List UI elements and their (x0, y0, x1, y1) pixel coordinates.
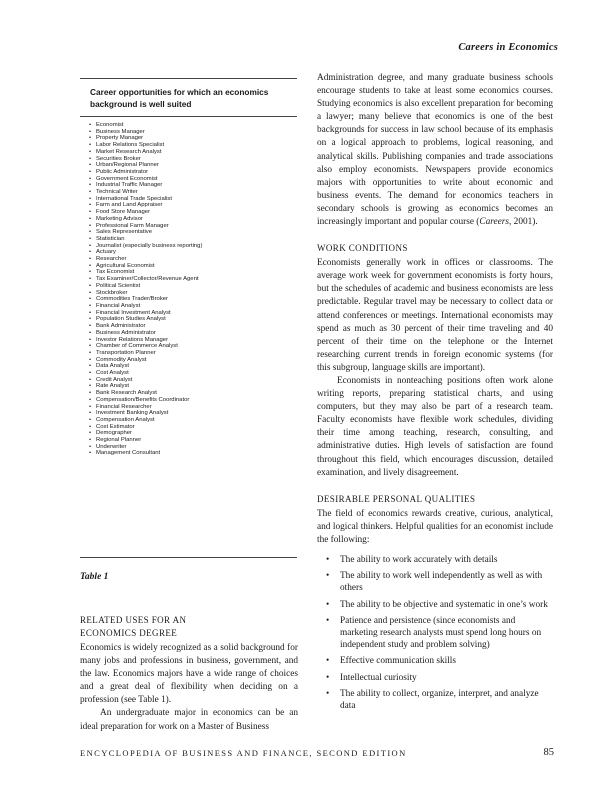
occupation-item: • Compensation/Benefits Coordinator (89, 397, 297, 404)
section-heading-related-uses (80, 614, 298, 640)
paragraph: Economics is widely recognized as a solid background for many jobs and professions in business, government, and the law. Economics majors have a wide range of choices and a great deal of flexibility when deciding on a profession (see Table 1). (80, 643, 298, 706)
quality-item: • The ability to collect, organize, interpret, and analyze data (317, 688, 553, 712)
occupation-item: • Commodity Analyst (89, 357, 297, 364)
citation: Careers (479, 217, 510, 228)
occupation-item: • Financial Investment Analyst (89, 310, 297, 317)
career-table (80, 78, 297, 558)
occupation-item: • Economist (89, 122, 297, 129)
quality-item: • Patience and persistence (since economists and marketing research analysts must spend long hours on independent study and problem solving) (317, 615, 553, 652)
occupation-item: • Rate Analyst (89, 383, 297, 390)
occupation-item: • Actuary (89, 249, 297, 256)
occupation-item: • Agricultural Economist (89, 263, 297, 270)
occupation-item: • Labor Relations Specialist (89, 142, 297, 149)
occupation-item: • Journalist (especially business reporting) (89, 243, 297, 250)
section-heading-work-conditions: WORK CONDITIONS (317, 243, 408, 254)
occupation-item: • Bank Administrator (89, 323, 297, 330)
occupation-item: • Public Administrator (89, 169, 297, 176)
occupation-item: • Financial Researcher (89, 404, 297, 411)
page-number: 85 (543, 747, 554, 758)
section-heading-personal-qualities: DESIRABLE PERSONAL QUALITIES (317, 493, 476, 504)
heading-line-2: ECONOMICS DEGREE (80, 628, 178, 638)
occupation-item: • Bank Research Analyst (89, 390, 297, 397)
occupation-item: • Researcher (89, 256, 297, 263)
paragraph: Economists in nonteaching positions often work alone writing reports, preparing statistical charts, and using computers, but they may also be part of a research team. Faculty economists have flexible work schedules, dividing their time among teaching, research, consulting, and administrative duties. High levels of satisfaction are found throughout this field, which encourages discussion, detailed examination, and lively disagreement. (317, 375, 553, 478)
occupation-item: • Securities Broker (89, 156, 297, 163)
heading-line-1: RELATED USES FOR AN (80, 615, 187, 625)
paragraph: The field of economics rewards creative, curious, analytical, and logical thinkers. Helpful qualities for an economist include the following: (317, 508, 553, 545)
occupation-item: • Professional Farm Manager (89, 223, 297, 230)
paragraph: Economists generally work in offices or classrooms. The average work week for government economists is forty hours, but the schedules of academic and business economists are less predictable. Regular travel may be necessary to collect data or attend conferences or meetings. International economists may spend as much as 30 percent of their time traveling and 40 percent of their time on the telephone or the Internet researching current trends in foreign economic systems (for this subgroup, language skills are important). (317, 258, 553, 373)
occupation-item: • International Trade Specialist (89, 196, 297, 203)
book-title: ENCYCLOPEDIA OF BUSINESS AND FINANCE, SECOND EDITION (80, 748, 407, 758)
occupation-item: • Property Manager (89, 135, 297, 142)
occupation-item: • Management Consultant (89, 450, 297, 457)
occupation-item: • Government Economist (89, 176, 297, 183)
occupation-item: • Stockbroker (89, 290, 297, 297)
occupation-item: • Food Store Manager (89, 209, 297, 216)
occupation-item: • Investment Banking Analyst (89, 410, 297, 417)
page-footer (80, 747, 554, 758)
occupation-item: • Tax Economist (89, 269, 297, 276)
occupation-item: • Tax Examiner/Collector/Revenue Agent (89, 276, 297, 283)
occupation-item: • Underwriter (89, 444, 297, 451)
occupation-item: • Industrial Traffic Manager (89, 182, 297, 189)
quality-item: • Intellectual curiosity (317, 672, 553, 684)
occupation-item: • Chamber of Commerce Analyst (89, 343, 297, 350)
occupation-item: • Cost Analyst (89, 370, 297, 377)
occupation-item: • Transportation Planner (89, 350, 297, 357)
occupation-item: • Business Manager (89, 129, 297, 136)
table-divider (80, 116, 297, 117)
occupation-item: • Technical Writer (89, 189, 297, 196)
right-column (317, 72, 553, 716)
quality-item: • Effective communication skills (317, 655, 553, 667)
occupation-item: • Compensation Analyst (89, 417, 297, 424)
quality-item: • The ability to work well independently as well as with others (317, 570, 553, 594)
occupation-item: • Urban/Regional Planner (89, 162, 297, 169)
quality-item: • The ability to be objective and systematic in one’s work (317, 599, 553, 611)
occupation-item: • Cost Estimator (89, 424, 297, 431)
occupation-item: • Market Research Analyst (89, 149, 297, 156)
paragraph-continued: Administration degree, and many graduate business schools encourage students to take at least some economics courses. Studying economics is also excellent preparation for becoming a lawyer; many believe that economics is one of the best backgrounds for success in law school because of its emphasis on a logical approach to problems, logical reasoning, and analytical skills. Publishing companies and trade associations also employ economists. Newspapers provide economics majors with opportunities to write about economic and business events. The demand for economics teachers in secondary schools is growing as economics becomes an increasingly important and popular course (Careers, 2001). (317, 73, 553, 228)
table-caption: Table 1 (80, 572, 109, 582)
occupation-item: • Regional Planner (89, 437, 297, 444)
occupation-item: • Marketing Advisor (89, 216, 297, 223)
occupation-item: • Sales Representative (89, 229, 297, 236)
occupation-item: • Financial Analyst (89, 303, 297, 310)
occupation-item: • Credit Analyst (89, 377, 297, 384)
running-head: Careers in Economics (458, 42, 558, 53)
occupation-item: • Demographer (89, 430, 297, 437)
occupation-item: • Political Scientist (89, 283, 297, 290)
occupation-item: • Commodities Trader/Broker (89, 296, 297, 303)
occupation-item: • Farm and Land Appraiser (89, 202, 297, 209)
occupation-item: • Statistician (89, 236, 297, 243)
occupation-item: • Business Administrator (89, 330, 297, 337)
left-column (80, 614, 298, 734)
qualities-list (317, 554, 553, 712)
occupation-item: • Data Analyst (89, 363, 297, 370)
occupation-item: • Population Studies Analyst (89, 316, 297, 323)
occupation-item: • Investor Relations Manager (89, 337, 297, 344)
quality-item: • The ability to work accurately with details (317, 554, 553, 566)
occupation-list (80, 122, 297, 457)
paragraph: An undergraduate major in economics can be an ideal preparation for work on a Master of Business (80, 708, 298, 732)
table-title: Career opportunities for which an economics background is well suited (90, 87, 269, 109)
